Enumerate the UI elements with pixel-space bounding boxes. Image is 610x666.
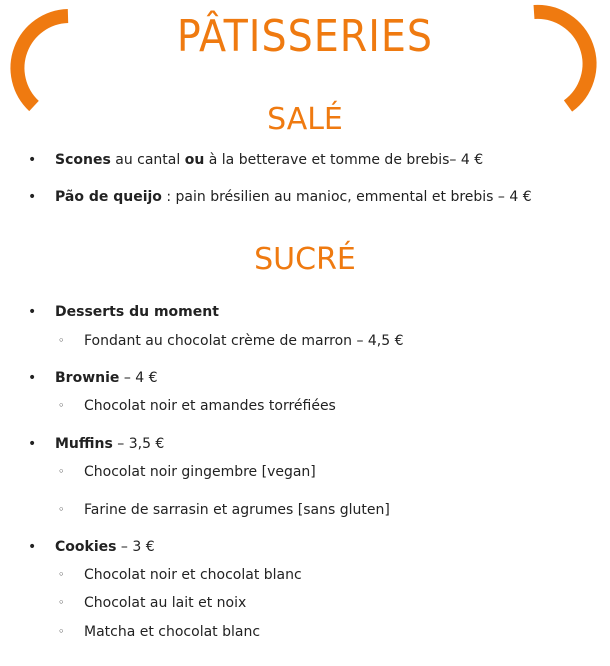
- item-text: à la betterave et tomme de brebis– 4 €: [204, 152, 484, 168]
- bullet: •: [28, 189, 37, 205]
- bullet: •: [28, 436, 37, 452]
- sub-bullet: ◦: [58, 625, 65, 638]
- page-title: PÂTISSERIES: [176, 11, 434, 62]
- sub-bullet: ◦: [58, 399, 65, 412]
- sub-item-text: Farine de sarrasin et agrumes [sans gluten]: [84, 502, 390, 518]
- item-name: Cookies: [55, 539, 117, 555]
- sub-item-text: Matcha et chocolat blanc: [84, 624, 261, 640]
- section-title-sucre: SUCRÉ: [254, 242, 356, 277]
- item-text: : pain brésilien au manioc, emmental et brebis – 4 €: [161, 189, 532, 205]
- item-text: au cantal: [110, 152, 185, 168]
- item-name: Desserts du moment: [55, 304, 219, 320]
- sub-bullet: ◦: [58, 568, 65, 581]
- item-name: Pão de queijo: [55, 189, 162, 205]
- item-name: Scones: [55, 152, 111, 168]
- sub-item-text: Fondant au chocolat crème de marron – 4,5 €: [84, 333, 404, 349]
- item-price: – 3 €: [116, 539, 155, 555]
- bullet: •: [28, 370, 37, 386]
- bullet: •: [28, 152, 37, 168]
- sub-item-text: Chocolat noir et chocolat blanc: [84, 567, 302, 583]
- sub-item-text: Chocolat au lait et noix: [84, 595, 247, 611]
- bullet: •: [28, 304, 37, 320]
- sub-bullet: ◦: [58, 503, 65, 516]
- sub-item-text: Chocolat noir gingembre [vegan]: [84, 464, 316, 480]
- section-title-sale: SALÉ: [267, 102, 343, 137]
- item-connector: ou: [184, 152, 205, 168]
- item-price: – 4 €: [119, 370, 158, 386]
- item-price: – 3,5 €: [112, 436, 165, 452]
- sub-bullet: ◦: [58, 334, 65, 347]
- sub-item-text: Chocolat noir et amandes torréfiées: [84, 398, 336, 414]
- sub-bullet: ◦: [58, 596, 65, 609]
- sub-bullet: ◦: [58, 465, 65, 478]
- item-name: Brownie: [55, 370, 120, 386]
- bullet: •: [28, 539, 37, 555]
- item-name: Muffins: [55, 436, 113, 452]
